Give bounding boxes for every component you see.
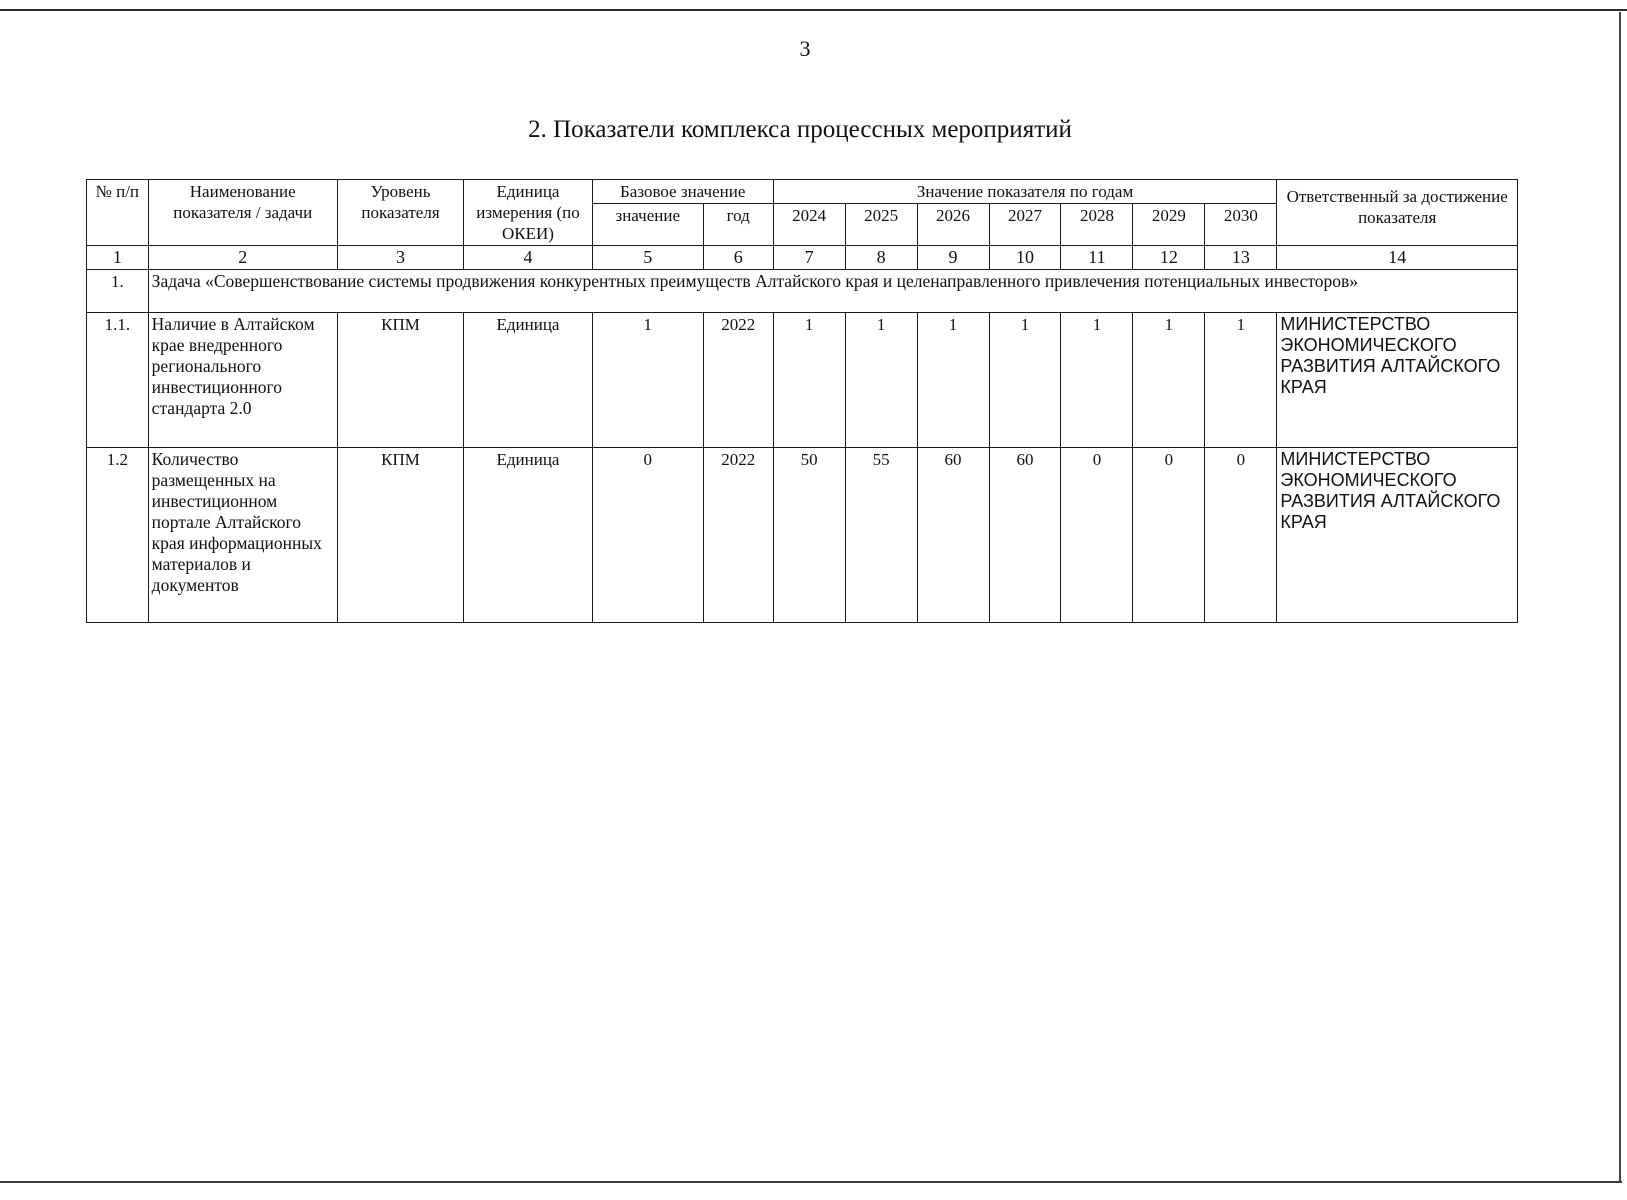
- header-year: 2028: [1061, 204, 1133, 246]
- row-unit: Единица: [464, 313, 592, 448]
- page-number: 3: [799, 36, 811, 61]
- row-year-value: 1: [1061, 313, 1133, 448]
- column-number: 4: [464, 246, 592, 270]
- header-year: 2026: [917, 204, 989, 246]
- header-base-year: год: [703, 204, 773, 246]
- column-number: 3: [337, 246, 463, 270]
- row-unit: Единица: [464, 448, 592, 623]
- task-row: [87, 270, 1518, 313]
- column-number: 5: [592, 246, 703, 270]
- row-year-value: 1: [917, 313, 989, 448]
- header-year: 2024: [773, 204, 845, 246]
- header-row-top: [87, 180, 1518, 204]
- column-number: 11: [1061, 246, 1133, 270]
- row-num: 1.1.: [87, 313, 149, 448]
- column-number: 8: [845, 246, 917, 270]
- column-number: 7: [773, 246, 845, 270]
- page-title: 2. Показатели комплекса процессных мероприятий: [528, 116, 1072, 143]
- row-num: 1.2: [87, 448, 149, 623]
- header-years-group: Значение показателя по годам: [773, 180, 1277, 204]
- header-base-value: значение: [592, 204, 703, 246]
- row-level: КПМ: [337, 313, 463, 448]
- scan-border-bottom: [0, 1181, 1622, 1183]
- column-number: 10: [989, 246, 1061, 270]
- column-number: 6: [703, 246, 773, 270]
- scan-border-right: [1619, 12, 1621, 1182]
- column-number: 2: [148, 246, 337, 270]
- column-number: 13: [1205, 246, 1277, 270]
- table-row: [87, 313, 1518, 448]
- header-responsible: Ответственный за достижение показателя: [1277, 180, 1518, 246]
- column-number-row: [87, 246, 1518, 270]
- scan-border-top: [0, 9, 1627, 11]
- header-year: 2030: [1205, 204, 1277, 246]
- row-level: КПМ: [337, 448, 463, 623]
- table-row: [87, 448, 1518, 623]
- header-base-group: Базовое значение: [592, 180, 773, 204]
- row-year-value: 0: [1133, 448, 1205, 623]
- header-level: Уровень показателя: [337, 180, 463, 246]
- row-base-value: 0: [592, 448, 703, 623]
- column-number: 14: [1277, 246, 1518, 270]
- row-indicator-name: Количество размещенных на инвестиционном портале Алтайского края информационных материалов и документов: [148, 448, 337, 623]
- row-year-value: 55: [845, 448, 917, 623]
- row-responsible: МИНИСТЕРСТВО ЭКОНОМИЧЕСКОГО РАЗВИТИЯ АЛТАЙСКОГО КРАЯ: [1277, 448, 1518, 623]
- row-base-year: 2022: [703, 313, 773, 448]
- row-year-value: 60: [917, 448, 989, 623]
- row-indicator-name: Наличие в Алтайском крае внедренного регионального инвестиционного стандарта 2.0: [148, 313, 337, 448]
- column-number: 1: [87, 246, 149, 270]
- row-year-value: 1: [1205, 313, 1277, 448]
- task-num: 1.: [87, 270, 149, 313]
- column-number: 12: [1133, 246, 1205, 270]
- row-base-year: 2022: [703, 448, 773, 623]
- header-year: 2027: [989, 204, 1061, 246]
- header-year: 2025: [845, 204, 917, 246]
- row-base-value: 1: [592, 313, 703, 448]
- header-num: № п/п: [87, 180, 149, 246]
- column-number: 9: [917, 246, 989, 270]
- header-year: 2029: [1133, 204, 1205, 246]
- row-year-value: 0: [1205, 448, 1277, 623]
- task-text: Задача «Совершенствование системы продвижения конкурентных преимуществ Алтайского края и целенаправленного привлечения потенциальных инвесторов»: [148, 270, 1517, 313]
- row-year-value: 1: [1133, 313, 1205, 448]
- header-unit: Единица измерения (по ОКЕИ): [464, 180, 592, 246]
- row-responsible: МИНИСТЕРСТВО ЭКОНОМИЧЕСКОГО РАЗВИТИЯ АЛТАЙСКОГО КРАЯ: [1277, 313, 1518, 448]
- row-year-value: 1: [845, 313, 917, 448]
- header-name: Наименование показателя / задачи: [148, 180, 337, 246]
- row-year-value: 1: [773, 313, 845, 448]
- row-year-value: 1: [989, 313, 1061, 448]
- indicators-table: [86, 179, 1518, 623]
- row-year-value: 0: [1061, 448, 1133, 623]
- row-year-value: 60: [989, 448, 1061, 623]
- row-year-value: 50: [773, 448, 845, 623]
